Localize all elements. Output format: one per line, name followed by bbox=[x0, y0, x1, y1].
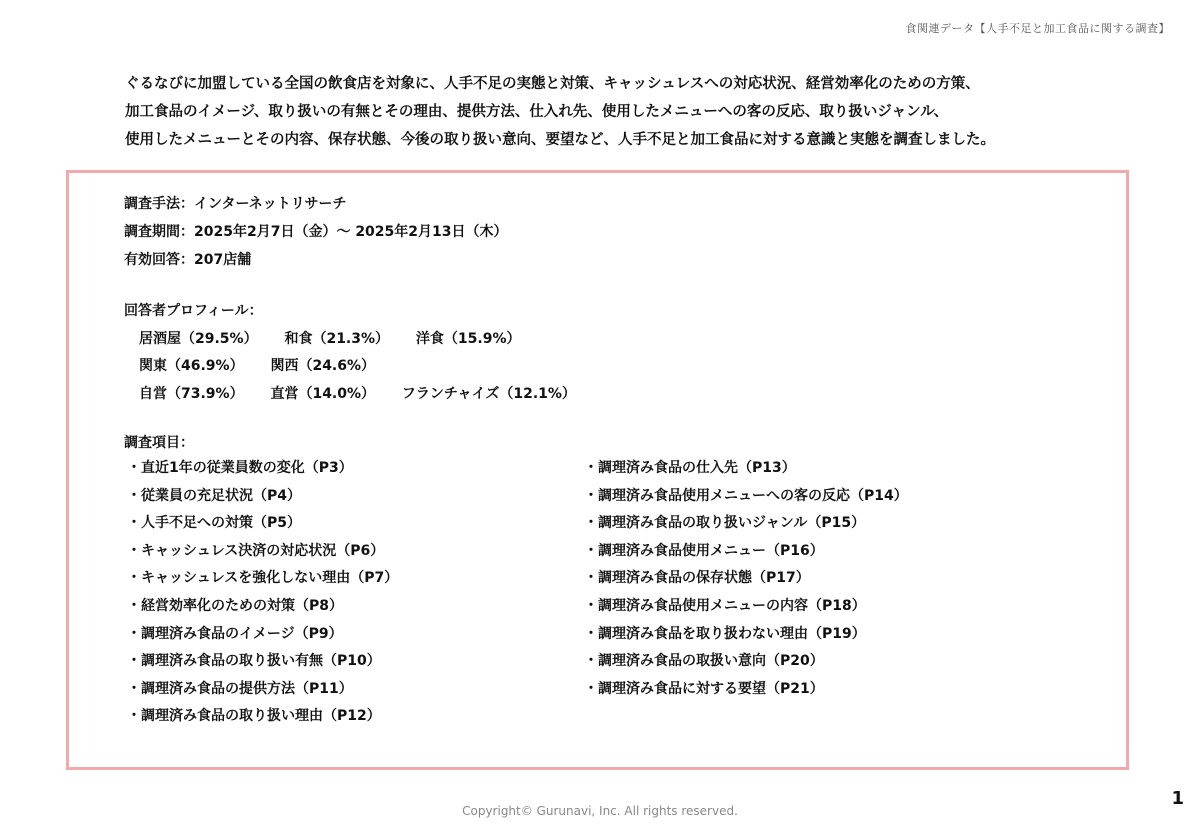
survey-item: ・ 調理済み食品使用メニューへの客の反応（P14） bbox=[584, 483, 908, 511]
survey-item: ・ 調理済み食品使用メニューの内容（P18） bbox=[584, 593, 908, 621]
survey-item: ・ 調理済み食品の取り扱い理由（P12） bbox=[127, 703, 398, 731]
profile-entry: フランチャイズ（12.1%） bbox=[401, 386, 576, 402]
survey-method: 調査手法：インターネットリサーチ bbox=[124, 196, 347, 212]
profile-entry: 和食（21.3%） bbox=[284, 331, 390, 347]
profile-row-ownership bbox=[139, 383, 598, 403]
survey-item: ・ 人手不足への対策（P5） bbox=[127, 510, 398, 538]
survey-item: ・ 調理済み食品を取り扱わない理由（P19） bbox=[584, 621, 908, 649]
survey-item: ・ 調理済み食品に対する要望（P21） bbox=[584, 676, 908, 704]
document-header-tag: 食関連データ【人手不足と加工食品に関する調査】 bbox=[905, 22, 1170, 35]
survey-item: ・ 従業員の充足状況（P4） bbox=[127, 483, 398, 511]
survey-item: ・ 調理済み食品の保存状態（P17） bbox=[584, 565, 908, 593]
profile-entry: 洋食（15.9%） bbox=[415, 331, 521, 347]
survey-item: ・ 経営効率化のための対策（P8） bbox=[127, 593, 398, 621]
survey-item: ・ 調理済み食品の取り扱い有無（P10） bbox=[127, 648, 398, 676]
profile-heading: 回答者プロフィール： bbox=[124, 303, 263, 319]
survey-items-left bbox=[127, 455, 398, 731]
profile-entry: 関西（24.6%） bbox=[270, 358, 376, 374]
profile-entry: 関東（46.9%） bbox=[139, 358, 244, 374]
survey-item: ・ 調理済み食品使用メニュー（P16） bbox=[584, 538, 908, 566]
page-number: 1 bbox=[1171, 788, 1184, 809]
survey-item: ・ 調理済み食品の提供方法（P11） bbox=[127, 676, 398, 704]
survey-period: 調査期間：2025年2月7日（金）～ 2025年2月13日（木） bbox=[124, 224, 508, 240]
items-heading: 調査項目： bbox=[124, 435, 194, 451]
survey-items-right bbox=[584, 455, 908, 703]
survey-responses: 有効回答：207店舗 bbox=[124, 252, 252, 268]
survey-item: ・ キャッシュレスを強化しない理由（P7） bbox=[127, 565, 398, 593]
survey-item: ・ 調理済み食品の仕入先（P13） bbox=[584, 455, 908, 483]
profile-entry: 直営（14.0%） bbox=[270, 386, 376, 402]
intro-line: 加工食品のイメージ、取り扱いの有無とその理由、提供方法、仕入れ先、使用したメニューへの客の反応、取り扱いジャンル、 bbox=[125, 104, 949, 120]
copyright-footer: Copyright© Gurunavi, Inc. All rights reserved. bbox=[462, 804, 738, 818]
profile-entry: 自営（73.9%） bbox=[139, 386, 244, 402]
survey-item: ・ 調理済み食品のイメージ（P9） bbox=[127, 621, 398, 649]
survey-item: ・ 直近1年の従業員数の変化（P3） bbox=[127, 455, 398, 483]
survey-item: ・ 調理済み食品の取扱い意向（P20） bbox=[584, 648, 908, 676]
intro-paragraph bbox=[125, 70, 1125, 154]
profile-row-region bbox=[139, 355, 397, 375]
profile-row-genre bbox=[139, 328, 542, 348]
profile-entry: 居酒屋（29.5%） bbox=[139, 331, 258, 347]
survey-summary-box bbox=[66, 170, 1129, 770]
intro-line: 使用したメニューとその内容、保存状態、今後の取り扱い意向、要望など、人手不足と加工食品に対する意識と実態を調査しました。 bbox=[125, 132, 995, 148]
survey-item: ・ キャッシュレス決済の対応状況（P6） bbox=[127, 538, 398, 566]
intro-line: ぐるなびに加盟している全国の飲食店を対象に、人手不足の実態と対策、キャッシュレスへの対応状況、経営効率化のための方策、 bbox=[125, 76, 980, 92]
survey-item: ・ 調理済み食品の取り扱いジャンル（P15） bbox=[584, 510, 908, 538]
